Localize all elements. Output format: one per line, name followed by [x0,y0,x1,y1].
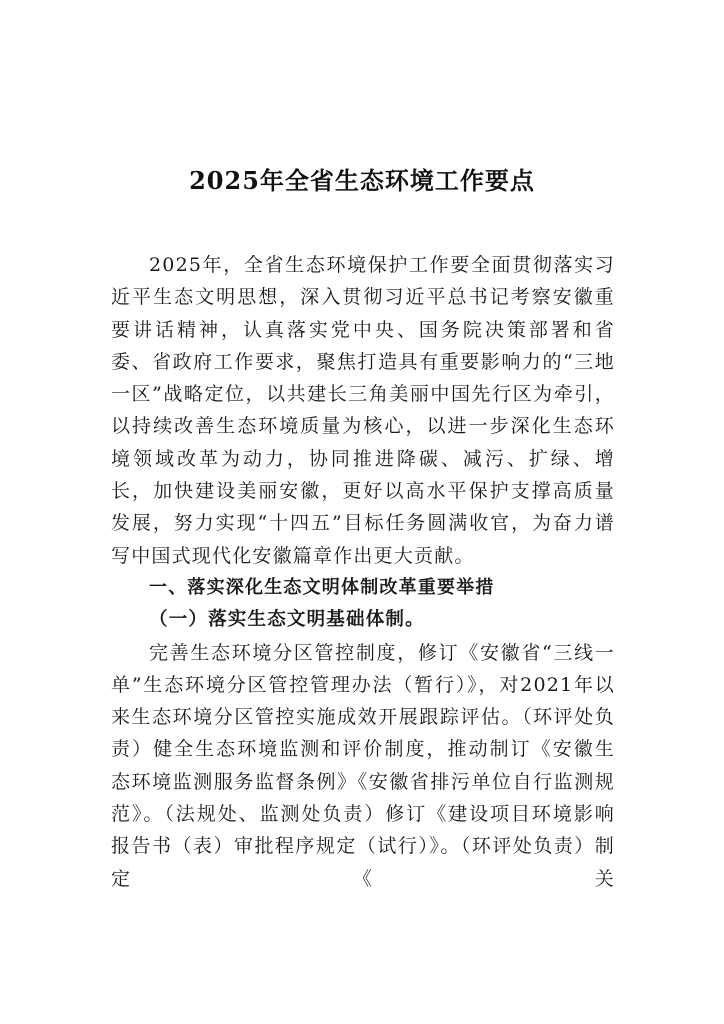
document-title: 2025年全省生态环境工作要点 [189,166,535,195]
intro-paragraph: 2025年，全省生态环境保护工作要全面贯彻落实习近平生态文明思想，深入贯彻习近平总书记考察安徽重要讲话精神，认真落实党中央、国务院决策部署和省委、省政府工作要求，聚焦打造具有重要影响力的“三地一区”战略定位，以共建长三角美丽中国先行区为牵引，以持续改善生态环境质量为核心，以进一步深化生态环境领域改革为动力，协同推进降碳、减污、扩绿、增长，加快建设美丽安徽，更好以高水平保护支撑高质量发展，努力实现“十四五”目标任务圆满收官，为奋力谱写中国式现代化安徽篇章作出更大贡献。 [111,254,615,567]
section-heading: 一、落实深化生态文明体制改革重要举措 [149,576,495,598]
subsection-heading: （一）落实生态文明基础体制。 [149,609,425,631]
body-paragraph: 完善生态环境分区管控制度，修订《安徽省“三线一单”生态环境分区管控管理办法（暂行）》，对2021年以来生态环境分区管控实施成效开展跟踪评估。（环评处负责）健全生态环境监测和评价制度，推动制订《安徽生态环境监测服务监督条例》《安徽省排污单位自行监测规范》。（法规处、监测处负责）修订《建设项目环境影响报告书（表）审批程序规定（试行）》。（环评处负责）制定《关 [111,641,615,890]
document-body [111,249,615,895]
